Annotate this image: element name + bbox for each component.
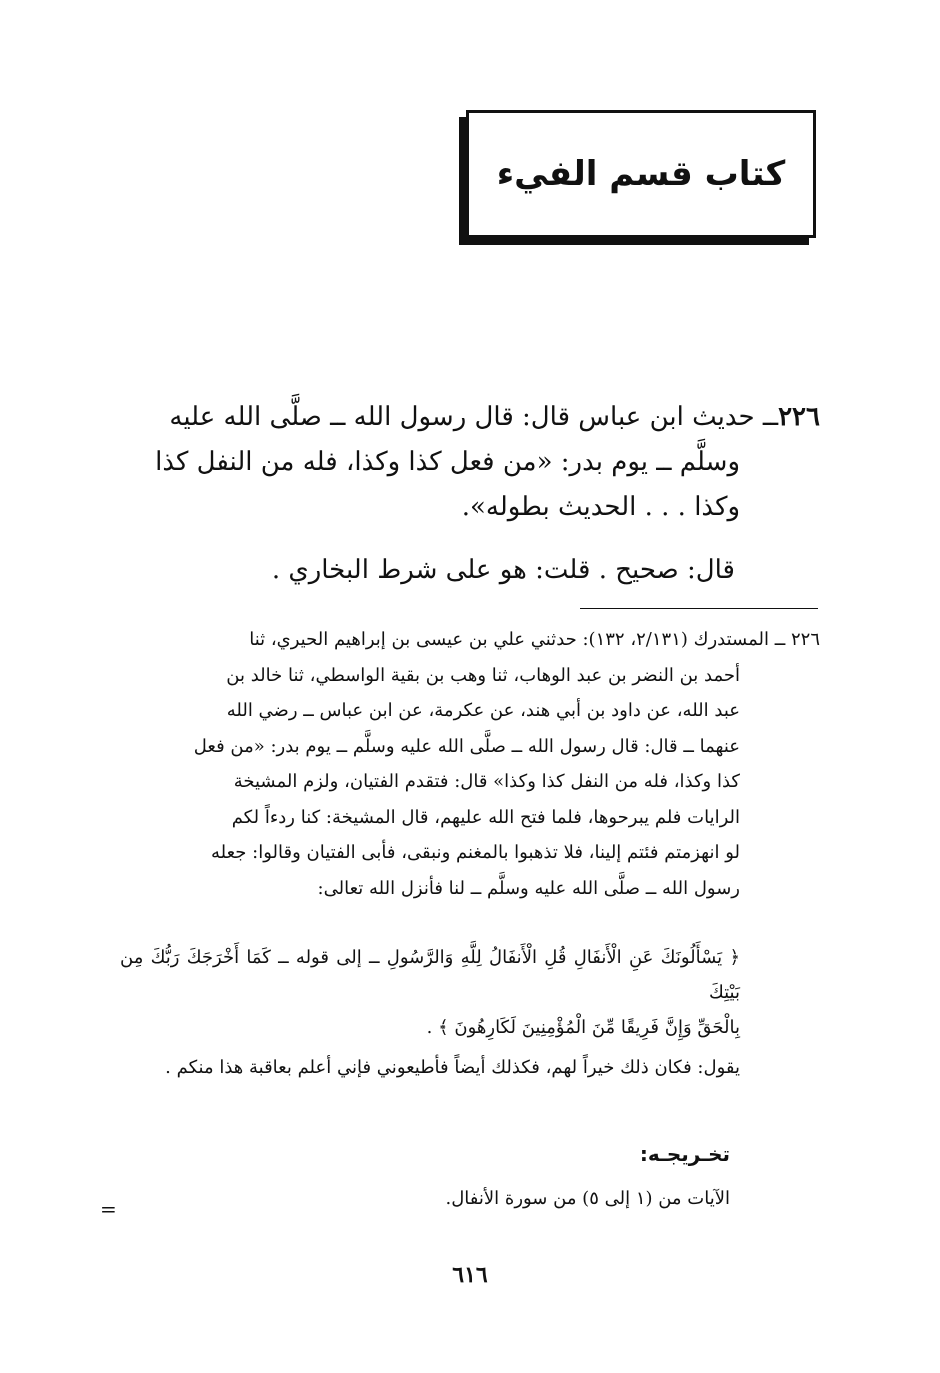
hadith-verdict: قال: صحيح . قلت: هو على شرط البخاري .	[271, 555, 735, 585]
quran-line: بِالْحَقِّ وَإِنَّ فَرِيقًا مِّنَ الْمُؤْمِنِينَ لَكَارِهُونَ ﴾ .	[426, 1017, 740, 1038]
footnote-line: الرايات فلم يبرحوها، فلما فتح الله عليهم، قال المشيخة: كنا ردءاً لكم	[231, 806, 740, 828]
hadith-line-3: وكذا . . . الحديث بطوله».	[461, 492, 740, 522]
footnote-line: كذا وكذا، فله من النفل كذا وكذا» قال: فتقدم الفتيان، ولزم المشيخة	[233, 771, 740, 792]
footnote-divider	[580, 608, 818, 609]
footnote-line: عبد الله، عن داود بن أبي هند، عن عكرمة، عن ابن عباس ــ رضي الله	[226, 700, 740, 721]
takhrij-heading: تخـريجـه:	[639, 1142, 730, 1166]
footnote-line: عنهما ــ قال: قال رسول الله ــ صلَّى الله عليه وسلَّم ــ يوم بدر: «من فعل	[193, 735, 740, 757]
takhrij-text: الآيات من (١ إلى ٥) من سورة الأنفال.	[445, 1188, 730, 1209]
hadith-line-2: وسلَّم ــ يوم بدر: «من فعل كذا وكذا، فله من النفل كذا	[155, 447, 740, 477]
footnote-line: رسول الله ــ صلَّى الله عليه وسلَّم ــ لنا فأنزل الله تعالى:	[317, 877, 740, 899]
footnote-line: لو انهزمتم فئتم إلينا، فلا تذهبوا بالمغنم ونبقى، فأبى الفتيان وقالوا: جعله	[211, 842, 740, 863]
hadith-line-1	[125, 395, 820, 440]
hadith-line-1-text: ــ حديث ابن عباس قال: قال رسول الله ــ صلَّى الله عليه	[169, 402, 779, 432]
chapter-title: كتاب قسم الفيء	[496, 154, 786, 194]
commentary-text: يقول: فكان ذلك خيراً لهم، فكذلك أيضاً فأطيعوني فإني أعلم بعاقبة هذا منكم .	[165, 1057, 740, 1078]
quran-verse	[120, 940, 820, 1045]
footnote-line: ٢٢٦ ــ المستدرك (٢/١٣١، ١٣٢): حدثني علي بن عيسى بن إبراهيم الحيري، ثنا	[249, 629, 820, 650]
continuation-mark: =	[100, 1197, 117, 1221]
hadith-number: ٢٢٦	[778, 402, 820, 432]
page-number: ٦١٦	[452, 1262, 488, 1288]
footnote-line: أحمد بن النضر بن عبد الوهاب، ثنا وهب بن بقية الواسطي، ثنا خالد بن	[226, 664, 740, 686]
chapter-title-box	[466, 110, 816, 238]
hadith-text	[125, 395, 820, 530]
footnote-text	[120, 622, 820, 906]
quran-line: ﴿ يَسْأَلُونَكَ عَنِ الْأَنفَالِ قُلِ الْأَنفَالُ لِلَّهِ وَالرَّسُولِ ــ إلى قوله ــ كَمَا أَخْرَجَكَ رَبُّكَ مِن بَيْتِكَ	[120, 947, 740, 1003]
